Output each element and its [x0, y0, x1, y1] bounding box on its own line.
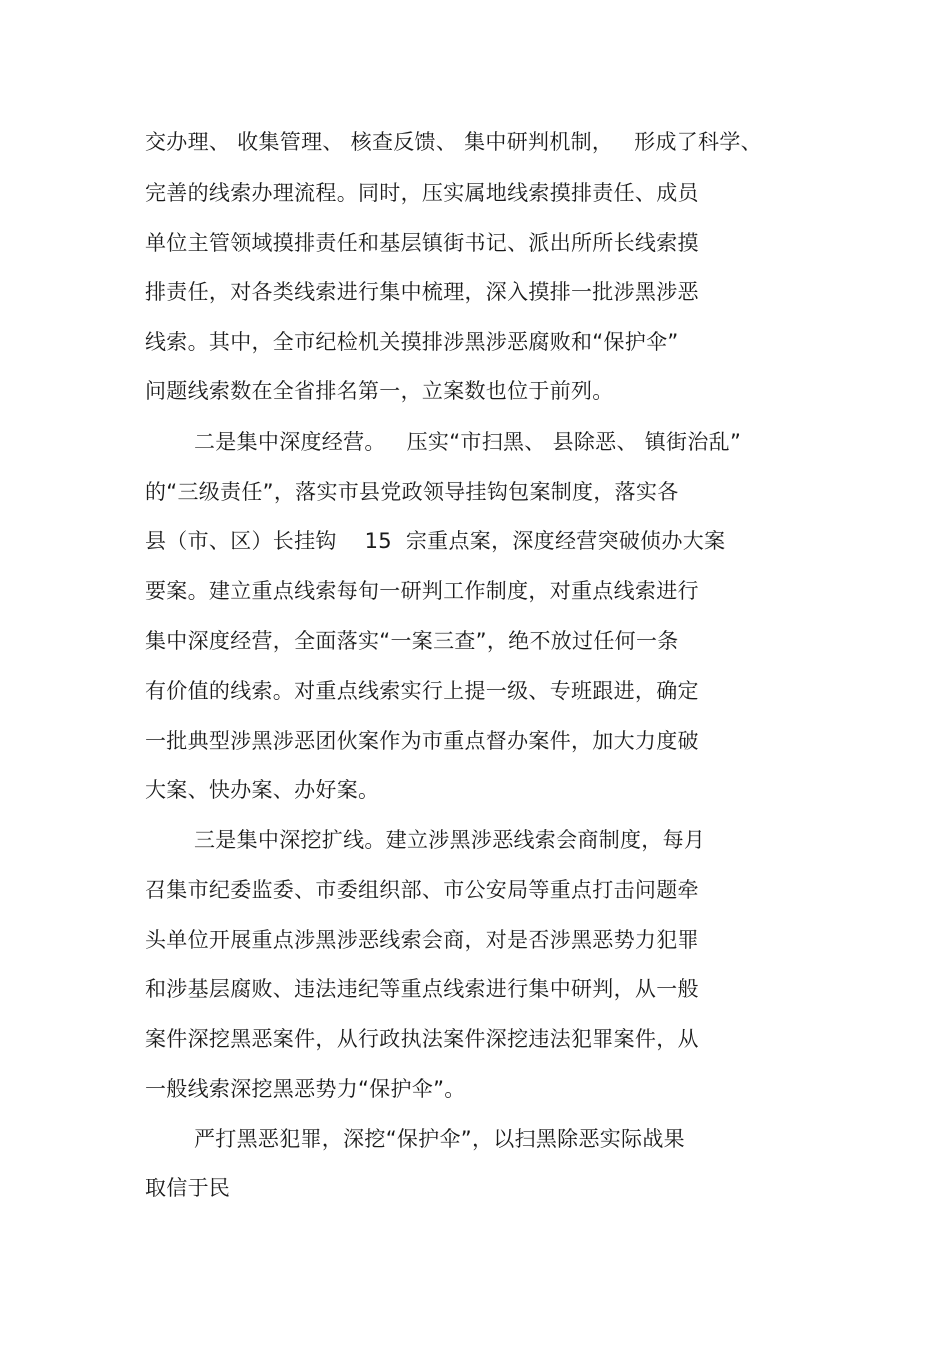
text-line: 大案、快办案、办好案。 — [145, 778, 380, 802]
text-line: 排责任，对各类线索进行集中梳理，深入摸排一批涉黑涉恶 — [145, 280, 699, 304]
text-line: 召集市纪委监委、市委组织部、市公安局等重点打击问题牵 — [145, 878, 699, 902]
text-line: 一批典型涉黑涉恶团伙案作为市重点督办案件，加大力度破 — [145, 729, 699, 753]
text-line: 集中深度经营，全面落实“一案三查”，绝不放过任何一条 — [145, 629, 679, 653]
text-line: 的“三级责任”，落实市县党政领导挂钩包案制度，落实各 — [145, 480, 679, 504]
text-line: 案件深挖黑恶案件，从行政执法案件深挖违法犯罪案件，从 — [145, 1027, 699, 1051]
paragraph-heading: 三是集中深挖扩线。建立涉黑涉恶线索会商制度，每月 — [194, 828, 706, 852]
text-line: 要案。建立重点线索每旬一研判工作制度，对重点线索进行 — [145, 579, 699, 603]
text-line: 有价值的线索。对重点线索实行上提一级、专班跟进，确定 — [145, 679, 699, 703]
text-line: 完善的线索办理流程。同时，压实属地线索摸排责任、成员 — [145, 181, 699, 205]
text-line: 交办理、 收集管理、 核查反馈、 集中研判机制， 形成了科学、 — [145, 130, 762, 154]
text-line: 线索。其中，全市纪检机关摸排涉黑涉恶腐败和“保护伞” — [145, 330, 679, 354]
paragraph-heading: 二是集中深度经营。 压实“市扫黑、 县除恶、 镇街治乱” — [194, 430, 742, 454]
text-line: 单位主管领域摸排责任和基层镇街书记、派出所所长线索摸 — [145, 231, 699, 255]
section-heading: 严打黑恶犯罪，深挖“保护伞”，以扫黑除恶实际战果 — [194, 1127, 685, 1151]
section-heading: 取信于民 — [145, 1176, 231, 1200]
text-line: 一般线索深挖黑恶势力“保护伞”。 — [145, 1077, 466, 1101]
text-line: 县（市、区）长挂钩 15 宗重点案，深度经营突破侦办大案 — [145, 529, 726, 553]
text-line: 问题线索数在全省排名第一，立案数也位于前列。 — [145, 379, 614, 403]
text-line: 头单位开展重点涉黑涉恶线索会商，对是否涉黑恶势力犯罪 — [145, 928, 699, 952]
text-line: 和涉基层腐败、违法违纪等重点线索进行集中研判，从一般 — [145, 977, 699, 1001]
